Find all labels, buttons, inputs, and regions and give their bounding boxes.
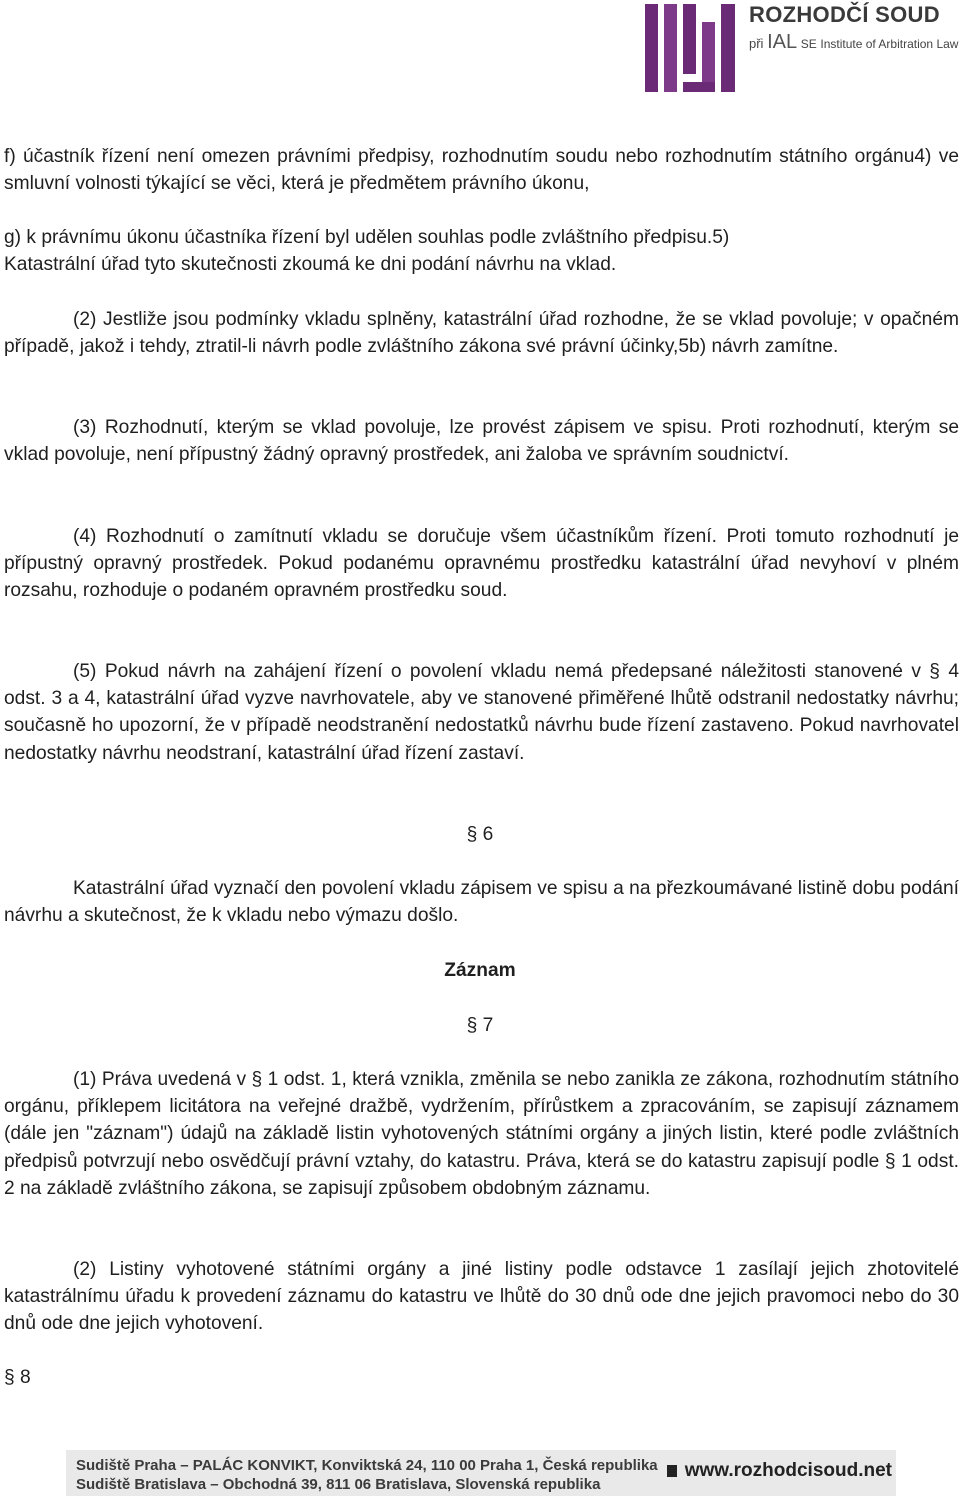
logo-se: SE	[800, 37, 817, 51]
footer-address-bratislava: Sudiště Bratislava – Obchodná 39, 811 06 Bratislava, Slovenská republika	[76, 1476, 601, 1493]
footer-address-praha: Sudiště Praha – PALÁC KONVIKT, Konviktská 24, 110 00 Praha 1, Česká republika	[76, 1457, 658, 1474]
footer	[66, 1450, 896, 1496]
footer-website[interactable]	[667, 1460, 892, 1482]
paragraph-6: Katastrální úřad vyznačí den povolení vkladu zápisem ve spisu a na přezkoumávané listině dobu podání návrhu a skutečnost, že k vkladu nebo výmazu došlo.	[4, 878, 959, 927]
header-logo	[643, 0, 960, 96]
section-6-heading: § 6	[466, 824, 494, 845]
paragraph-g: g) k právnímu úkonu účastníka řízení byl udělen souhlas podle zvláštního předpisu.5)	[4, 227, 730, 248]
logo-pri: při	[749, 36, 764, 51]
paragraph-f: f) účastník řízení není omezen právními předpisy, rozhodnutím soudu nebo rozhodnutím státního orgánu4) ve smluvní volnosti týkající se věci, která je předmětem právního úkonu,	[4, 146, 959, 195]
paragraph-5: (5) Pokud návrh na zahájení řízení o povolení vkladu nemá předepsané náležitosti stanovené v § 4 odst. 3 a 4, katastrální úřad vyzve navrhovatele, aby ve stanovené přiměřené lhůtě odstranil nedostatky návrhu; současně ho upozorní, že v případě neodstranění nedostatků návrhu bude řízení zastaveno. Pokud navrhovatel nedostatky návrhu neodstraní, katastrální úřad řízení zastaví.	[4, 661, 959, 764]
paragraph-4: (4) Rozhodnutí o zamítnutí vkladu se doručuje všem účastníkům řízení. Proti tomuto rozhodnutí je přípustný opravný prostředek. Pokud podanému opravnému prostředku katastrální úřad nevyhoví v plném rozsahu, rozhoduje o podaném opravném prostředku soud.	[4, 526, 959, 602]
section-8-heading: § 8	[4, 1367, 31, 1388]
logo-mark-icon	[643, 0, 739, 96]
logo-institute: Institute of Arbitration Law	[820, 37, 959, 51]
logo-title: ROZHODČÍ SOUD	[749, 2, 940, 27]
section-7-heading: § 7	[466, 1015, 494, 1036]
paragraph-7-2: (2) Listiny vyhotovené státními orgány a jiné listiny podle odstavce 1 zasílají jejich zhotovitelé katastrálnímu úřadu k provedení záznamu do katastru ve lhůtě do 30 dnů ode dne jejich pravomoci nebo do 30 dnů ode dne jejich vyhotovení.	[4, 1259, 959, 1335]
logo-ial: IAL	[767, 31, 798, 53]
paragraph-3: (3) Rozhodnutí, kterým se vklad povoluje, lze provést zápisem ve spisu. Proti rozhodnutí, kterým se vklad povoluje, není přípustný žádný opravný prostředek, ani žaloba ve správním soudnictví.	[4, 417, 959, 466]
heading-zaznam: Záznam	[444, 960, 516, 981]
paragraph-2: (2) Jestliže jsou podmínky vkladu splněny, katastrální úřad rozhodne, že se vklad povoluje; v opačném případě, jakož i tehdy, ztratil-li návrh podle zvláštního zákona své právní účinky,5b) návrh zamítne.	[4, 309, 959, 358]
logo-subtitle	[749, 31, 958, 54]
footer-website-link[interactable]: www.rozhodcisoud.net	[684, 1460, 892, 1481]
paragraph-7-1: (1) Práva uvedená v § 1 odst. 1, která vznikla, změnila se nebo zanikla ze zákona, rozhodnutím státního orgánu, příklepem licitátora na veřejné dražbě, vydržením, přírůstkem a zpracováním, se zapisují záznamem (dále jen "záznam") údajů na základě listin vyhotovených státními orgány a jiných listin, které podle zvláštních předpisů potvrzují nebo osvědčují právní vztahy, do katastru. Práva, která se do katastru zapisují podle § 1 odst. 2 na základě zvláštního zákona, se zapisují způsobem obdobným záznamu.	[4, 1069, 959, 1199]
square-bullet-icon	[667, 1465, 677, 1477]
footer-addresses	[76, 1456, 658, 1494]
paragraph-g-note: Katastrální úřad tyto skutečnosti zkoumá ke dni podání návrhu na vklad.	[4, 254, 617, 275]
